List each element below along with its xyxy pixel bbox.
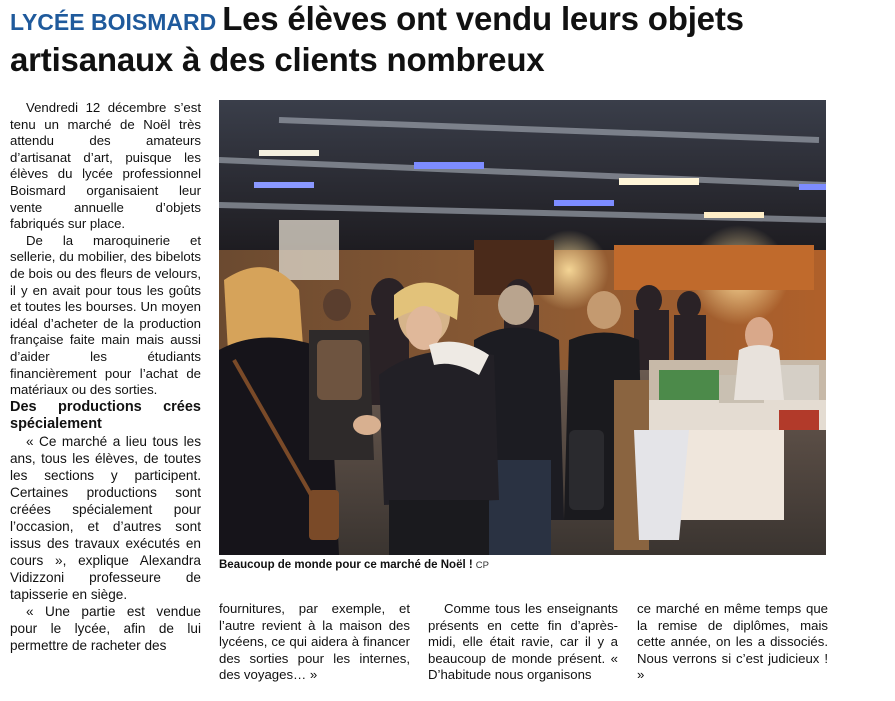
- article-column-2: [219, 601, 410, 684]
- market-crowd-photo: [219, 100, 826, 555]
- col3-paragraph: Comme tous les enseignants présents en cette fin d’après-midi, elle était ravie, car il y a beaucoup de monde présent. « D’habitude nous organisons: [428, 601, 618, 683]
- quote-text: « Ce marché a lieu tous les ans, tous les élèves, de toutes les sections y participent. Certaines productions sont créées spécialement pour l’occasion, et d’autres sont issus des travaux exécutés en cours »: [10, 433, 201, 568]
- photo-credit: CP: [475, 560, 489, 571]
- article-column-3: [428, 601, 618, 684]
- section-kicker: LYCÉE BOISMARD: [10, 9, 217, 35]
- headline: [10, 0, 890, 79]
- article-photo: [219, 100, 826, 555]
- article-title: Les élèves ont vendu leurs objets artisanaux à des clients nombreux: [10, 0, 744, 78]
- article-subheading: Des productions crées spécialement: [10, 398, 201, 432]
- col2-paragraph: fournitures, par exemple, et l’autre revient à la maison des lycéens, ce qui aidera à financer des sorties pour les internes, des voyages… »: [219, 601, 410, 683]
- quote-paragraph: [10, 433, 201, 603]
- quote-attribution: , explique Alexandra Vidizzoni professeure de tapisserie en siège.: [10, 552, 201, 602]
- col1-closing-paragraph: « Une partie est vendue pour le lycée, afin de lui permettre de racheter des: [10, 603, 201, 653]
- col4-paragraph: ce marché en même temps que la remise de diplômes, mais cette année, on les a dissociés. Nous verrons si c’est judicieux ! »: [637, 601, 828, 683]
- photo-caption: [219, 559, 829, 571]
- article-column-4: [637, 601, 828, 684]
- intro-paragraph-1: Vendredi 12 décembre s’est tenu un marché de Noël très attendu des amateurs d’artisanat d’art, puisque les élèves du lycée professionnel Boismard organisaient leur vente annuelle d’objets fabriqués sur place.: [10, 100, 201, 232]
- caption-text: Beaucoup de monde pour ce marché de Noël !: [219, 559, 473, 571]
- article-column-1: [10, 100, 201, 654]
- intro-paragraph-2: De la maroquinerie et sellerie, du mobilier, des bibelots de bois ou des fleurs de velours, il y en avait pour tous les goûts et toutes les bourses. Un moyen idéal d’acheter de la production française faite main mais aussi d’aider les étudiants financièrement pour l’achat de matériaux ou des sorties.: [10, 232, 201, 398]
